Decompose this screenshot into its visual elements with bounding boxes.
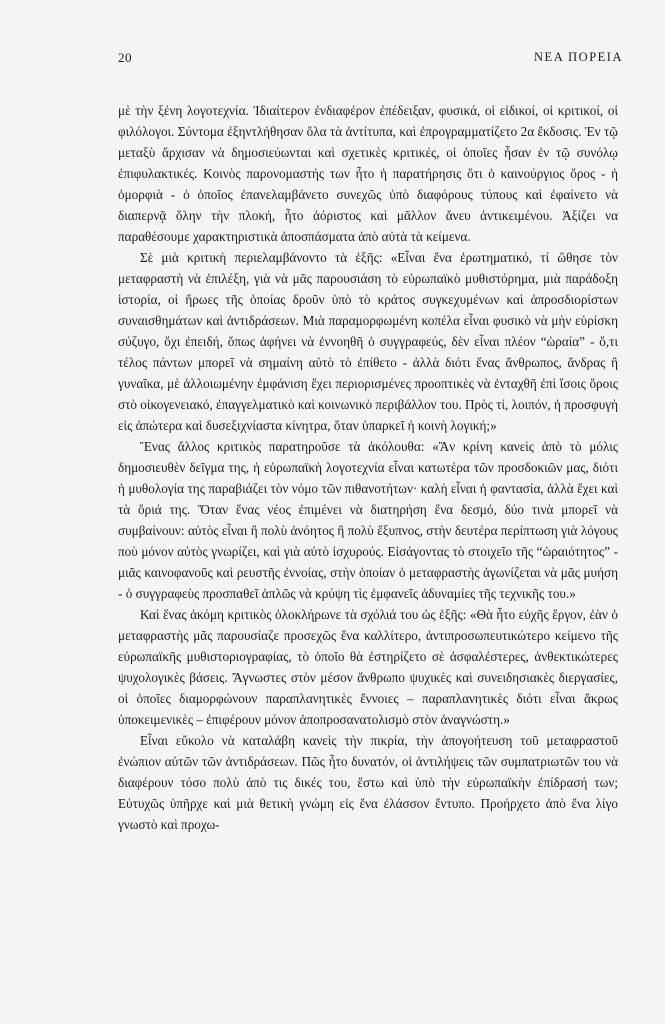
page-number: 20 xyxy=(118,50,132,65)
page-header xyxy=(118,50,623,70)
running-head: ΝΕΑ ΠΟΡΕΙΑ xyxy=(534,50,623,64)
paragraph: μὲ τὴν ξένη λογοτεχνία. Ἰδιαίτερον ἐνδιαφέρον ἐπέδειξαν, φυσικά, οἱ εἰδικοί, οἱ κριτικοί, οἱ φιλόλογοι. Σύντομα ἐξηντλήθησαν ὅλα τὰ ἀντίτυπα, καὶ ἐπρογραμματίζετο 2α ἔκδοσις. Ἐν τῷ μεταξὺ ἄρχισαν νὰ δημοσιεύωνται καὶ σχετικὲς κριτικές, οἱ ὁποῖες ἦσαν ἐν τῷ συνόλῳ ἐπιφυλακτικές. Κοινὸς παρονομαστής των ἦτο ἡ παρατήρησις ὅτι ὁ καινούργιος ὅρος - ἡ ὀμορφιὰ - ὁ ὁποῖος ἐπανελαμβάνετο συνεχῶς ὑπὸ διαφόρους τύπους καὶ ἐφαίνετο νὰ διαπερνᾷ ὅλην τὴν πλοκή, ἦτο ἀόριστος καὶ μᾶλλον ἄνευ ἀντικειμένου. Ἀξίζει να παραθέσουμε χαρακτηριστικὰ ἀποσπάσματα ἀπὸ αὐτὰ τὰ κείμενα. xyxy=(118,103,618,244)
paragraph: Εἶναι εὔκολο νὰ καταλάβη κανεὶς τὴν πικρία, τὴν ἀπογοήτευση τοῦ μεταφραστοῦ ἐνώπιον αὐτῶν τῶν ἀντιδράσεων. Πῶς ἦτο δυνατόν, οἱ ἀντιλήψεις τῶν συμπατριωτῶν του νὰ διαφέρουν τόσο πολὺ ἀπὸ τις δικές του, ἔστω καὶ ὑπὸ τὴν εὐρωπαϊκὴν ἐπίδρασή των; Εὐτυχῶς ὑπῆρχε καὶ μιὰ θετικὴ γνώμη εἰς ἕνα ἐλάσσον ἔντυπο. Προήρχετο ἀπὸ ἕνα λίγο γνωστὸ καὶ προχω- xyxy=(118,733,618,832)
paragraph: Καὶ ἕνας ἀκόμη κριτικὸς ὁλοκλήρωνε τὰ σχόλιά του ὡς ἑξῆς: «Θὰ ἦτο εὐχῆς ἔργον, ἐὰν ὁ μεταφραστὴς μᾶς παρουσίαζε προσεχῶς ἕνα καλλίτερο, ἀντιπροσωπευτικώτερο κείμενο τῆς εὐρωπαϊκῆς μυθιστοριογραφίας, τὸ ὁποῖο θὰ ἐστηρίζετο σὲ ἀσφαλέστερες, ἀνθεκτικώτερες ψυχολογικὲς βάσεις. Ἄγνωστες στὸν μέσον ἄνθρωπο ψυχικὲς καὶ συνειδησιακὲς διεργασίες, οἱ ὁποῖες διαμορφώνουν παραπλανητικὲς ἔννοιες – παραπλανητικὲς διότι εἶναι ἄκρως ὑποκειμενικὲς – ἐπιφέρουν μόνον ἀποπροσανατολισμὸ στὸν ἀναγνώστη.» xyxy=(118,607,618,727)
paragraph: Σὲ μιὰ κριτικὴ περιελαμβάνοντο τὰ ἑξῆς: «Εἶναι ἕνα ἐρωτηματικό, τί ὤθησε τὸν μεταφραστὴ νὰ ἐπιλέξη, γιὰ νὰ μᾶς παρουσιάση τὸ εὐρωπαϊκὸ μυθιστόρημα, μιὰ παράδοξη ἱστορία, οἱ ἥρωες τῆς ὁποίας δροῦν ὑπὸ τὸ κράτος συγκεχυμένων καὶ ἀπροσδιορίστων συναισθημάτων καὶ ἀντιδράσεων. Μιὰ παραμορφωμένη κοπέλα εἶναι φυσικὸ νὰ μὴν εὑρίσκη σύζυγο, ὄχι ἐπειδή, ὅπως ἀφήνει νὰ ἐννοηθῆ ὁ συγγραφεύς, δὲν εἶναι πλέον “ὡραία” - ὅ,τι τέλος πάντων μπορεῖ νὰ σημαίνη αὐτὸ τὸ ἐπίθετο - ἀλλὰ διότι ἕνας ἄνθρωπος, ἄνδρας ἢ γυναῖκα, μὲ ἀλλοιωμένην ἐμφάνιση ἔχει περιορισμένες προοπτικὲς νὰ ἐνταχθῆ ἐπὶ ἴσοις ὅροις στὸ οἰκογενειακό, ἐπαγγελματικὸ καὶ κοινωνικὸ περιβάλλον του. Πρὸς τί, λοιπόν, ἡ προσφυγὴ εἰς ἀπώτερα καὶ δυσεξιχνίαστα κίνητρα, ὅταν ὑπαρκεῖ ἡ κοινὴ λογική;» xyxy=(118,250,618,433)
paragraph: Ἕνας ἄλλος κριτικὸς παρατηροῦσε τὰ ἀκόλουθα: «Ἂν κρίνη κανεὶς ἀπὸ τὸ μόλις δημοσιευθὲν δεῖγμα της, ἡ εὐρωπαϊκὴ λογοτεχνία εἶναι κατωτέρα τῶν προσδοκιῶν μας, διότι ἡ μυθολογία της παραβιάζει τὸν νόμο τῶν πιθανοτήτων· καλὴ εἶναι ἡ φαντασία, ἀλλὰ ἔχει καὶ τὰ ὅριά της. Ὅταν ἕνας νέος ἐπιμένει νὰ διατηρήση ἕνα δεσμό, δύο τινὰ μπορεῖ νὰ συμβαίνουν: αὐτὸς εἶναι ἢ πολὺ ἀνόητος ἢ πολὺ ἔξυπνος, στὴν δευτέρα περίπτωση γιὰ λόγους ποὺ μόνον αὐτὸς γνωρίζει, καὶ γιὰ αὐτὸ ἰσχυρούς. Εἰσάγοντας τὸ στοιχεῖο τῆς “ὡραιότητος” - μιᾶς καινοφανοῦς καὶ ρευστῆς ἐννοίας, στὴν ὁποίαν ὁ μεταφραστὴς ἀγωνίζεται νὰ μᾶς μυήση - ὁ συγγραφεὺς προσπαθεῖ ἁπλῶς νὰ κρύψη τὶς ἐμφανεῖς ἀδυναμίες τῆς τεχνικῆς του.» xyxy=(118,439,618,601)
body-text xyxy=(118,100,618,835)
